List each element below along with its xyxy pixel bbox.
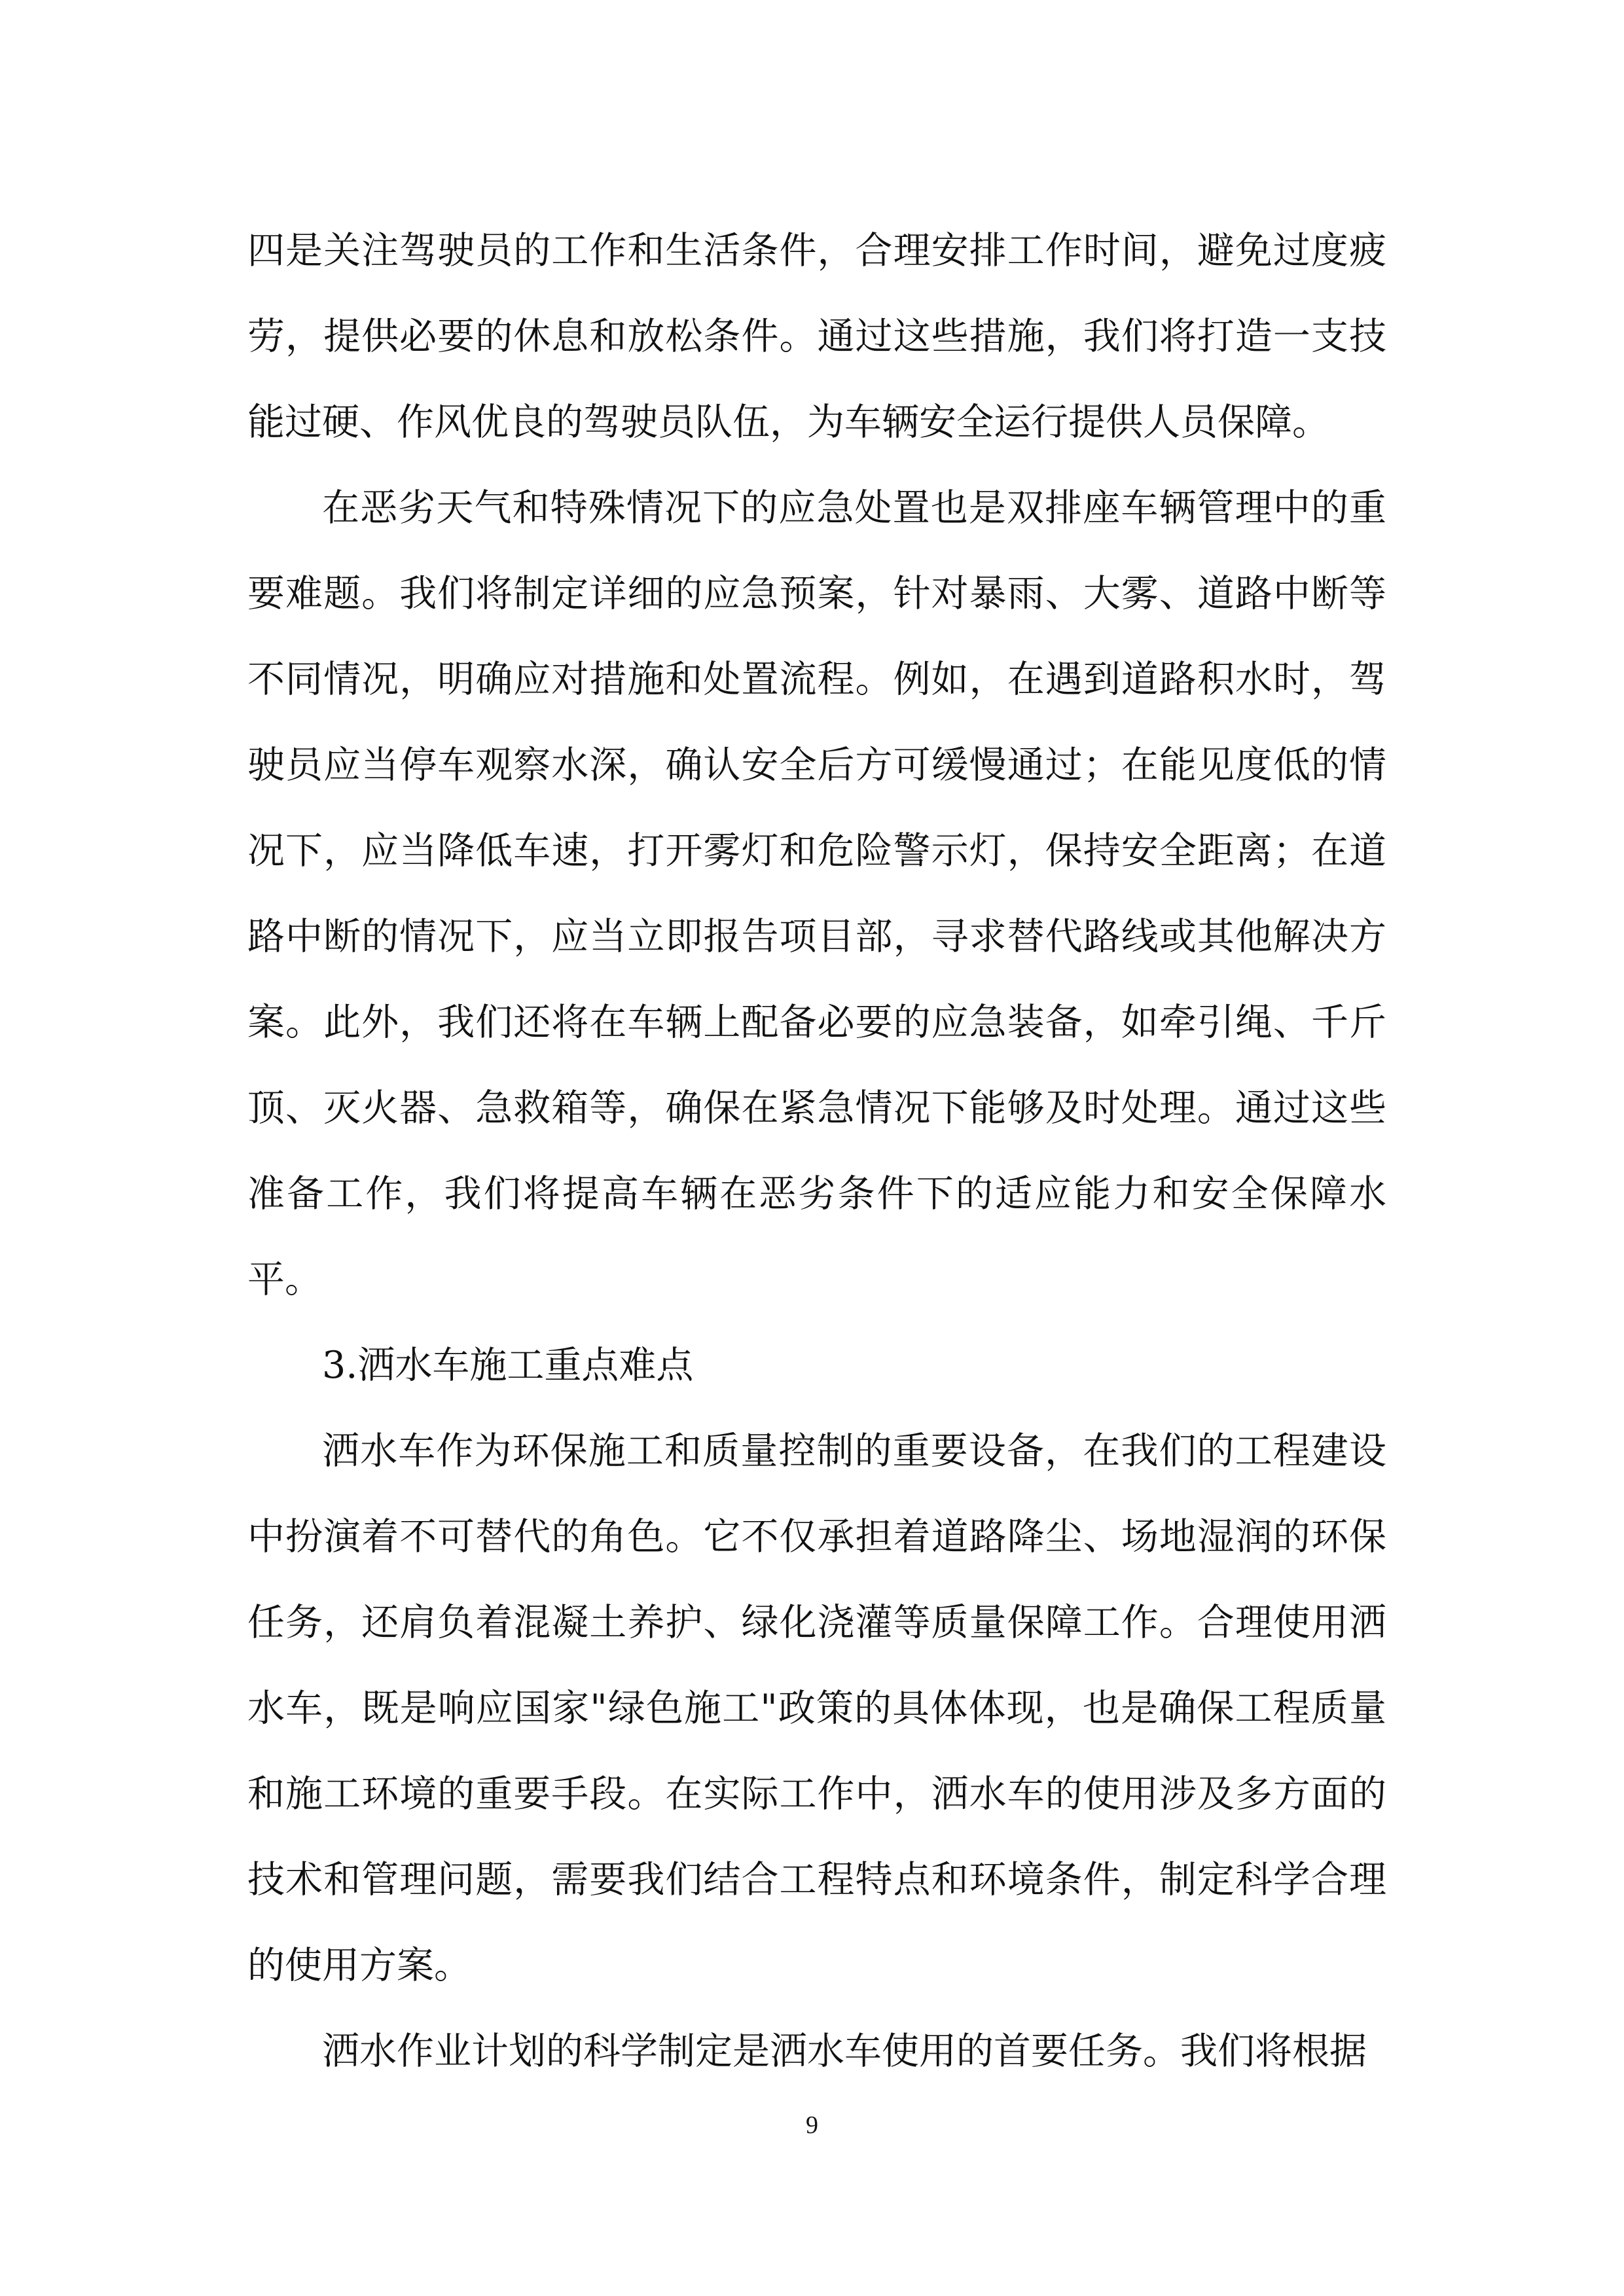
section-heading-sprinkler-truck: 3.洒水车施工重点难点 [322, 1344, 694, 1387]
paragraph-sprinkler-plan: 洒水作业计划的科学制定是洒水车使用的首要任务。我们将根据 [322, 2030, 1367, 2073]
page-number: 9 [806, 2111, 818, 2139]
paragraph-emergency-handling: 在恶劣天气和特殊情况下的应急处置也是双排座车辆管理中的重要难题。我们将制定详细的应急预案，针对暴雨、大雾、道路中断等不同情况，明确应对措施和处置流程。例如，在遇到道路积水时，驾驶员应当停车观察水深，确认安全后方可缓慢通过；在能见度低的情况下，应当降低车速，打开雾灯和危险警示灯，保持安全距离；在道路中断的情况下，应当立即报告项目部，寻求替代路线或其他解决方案。此外，我们还将在车辆上配备必要的应急装备，如牵引绳、千斤顶、灭火器、急救箱等，确保在紧急情况下能够及时处理。通过这些准备工作，我们将提高车辆在恶劣条件下的适应能力和安全保障水平。 [247, 486, 1386, 1301]
paragraph-driver-conditions: 四是关注驾驶员的工作和生活条件，合理安排工作时间，避免过度疲劳，提供必要的休息和放松条件。通过这些措施，我们将打造一支技能过硬、作风优良的驾驶员队伍，为车辆安全运行提供人员保障。 [247, 229, 1386, 444]
paragraph-sprinkler-role: 洒水车作为环保施工和质量控制的重要设备，在我们的工程建设中扮演着不可替代的角色。它不仅承担着道路降尘、场地湿润的环保任务，还肩负着混凝土养护、绿化浇灌等质量保障工作。合理使用洒水车，既是响应国家"绿色施工"政策的具体体现，也是确保工程质量和施工环境的重要手段。在实际工作中，洒水车的使用涉及多方面的技术和管理问题，需要我们结合工程特点和环境条件，制定科学合理的使用方案。 [247, 1429, 1386, 1987]
body-text [247, 208, 1386, 2094]
